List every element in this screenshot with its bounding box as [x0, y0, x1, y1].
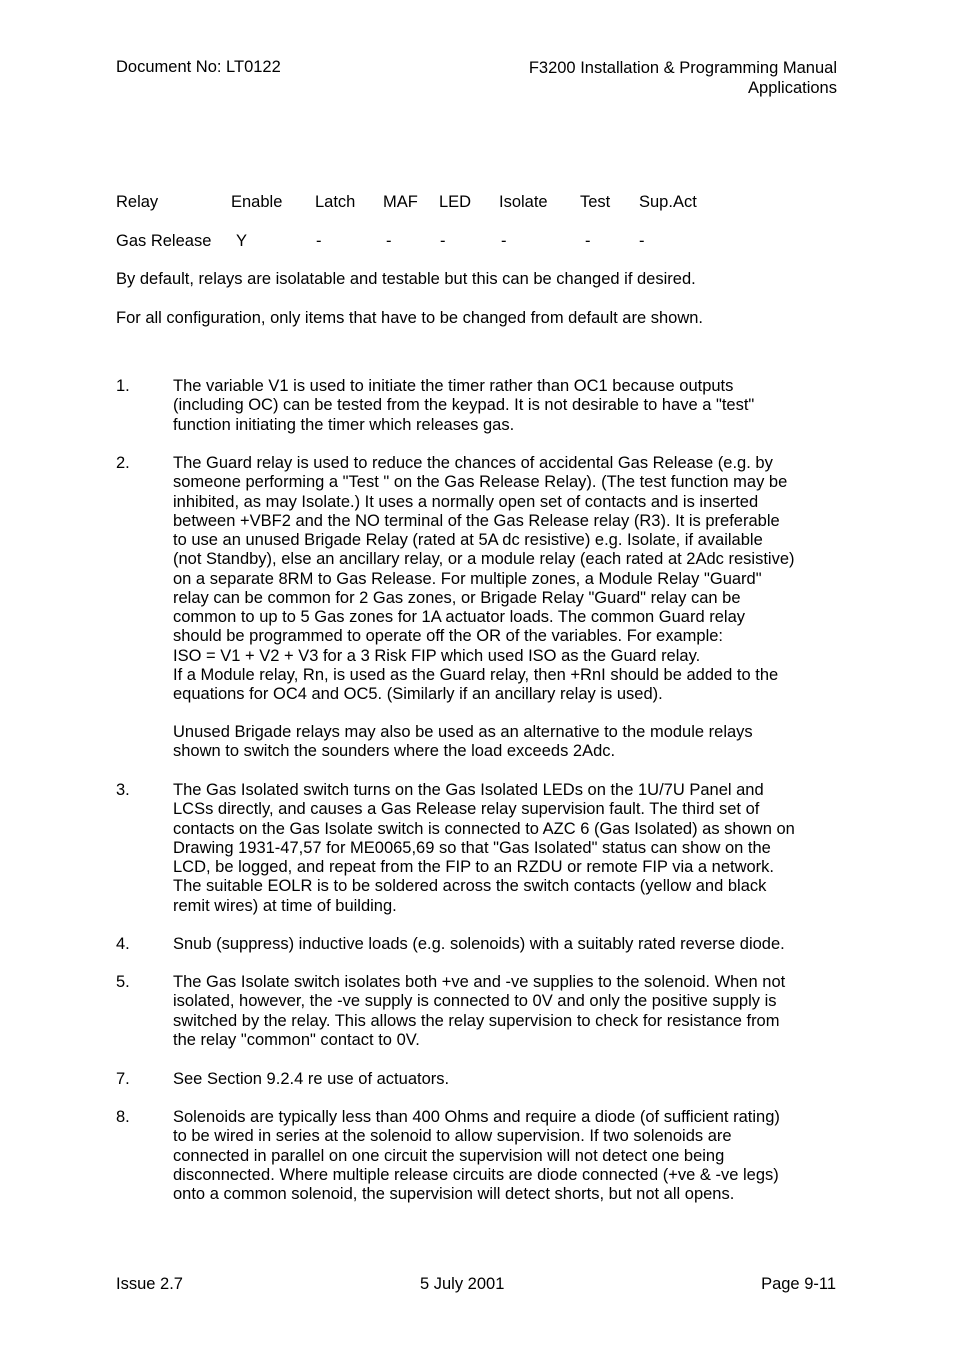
note-line: remit wires) at time of building.	[173, 896, 397, 915]
col-isolate: Isolate	[499, 193, 548, 211]
col-relay: Relay	[116, 193, 159, 211]
note-line: function initiating the timer which releases gas.	[173, 415, 515, 434]
note-line: disconnected. Where multiple release circuits are diode connected (+ve & -ve legs)	[173, 1165, 779, 1184]
note-line: Unused Brigade relays may also be used as an alternative to the module relays	[173, 723, 753, 741]
cell-isolate: -	[501, 232, 507, 250]
note-line: ISO = V1 + V2 + V3 for a 3 Risk FIP which used ISO as the Guard relay.	[173, 646, 701, 665]
cell-enable: Y	[236, 232, 248, 250]
note-line: relay can be common for 2 Gas zones, or Brigade Relay "Guard" relay can be	[173, 588, 741, 607]
cell-test: -	[585, 232, 591, 250]
note-number: 7.	[116, 1070, 130, 1088]
col-maf: MAF	[383, 193, 418, 211]
note-number: 3.	[116, 781, 130, 799]
note-line: The suitable EOLR is to be soldered across the switch contacts (yellow and black	[173, 877, 767, 896]
note-line: shown to switch the sounders where the load exceeds 2Adc.	[173, 742, 616, 761]
note-line: Snub (suppress) inductive loads (e.g. solenoids) with a suitably rated reverse diode.	[173, 935, 785, 953]
note-line: connected in parallel on one circuit the supervision will not detect one being	[173, 1146, 725, 1165]
note-line: LCD, be logged, and repeat from the FIP to an RZDU or remote FIP via a network.	[173, 858, 775, 876]
note-line: The Gas Isolated switch turns on the Gas Isolated LEDs on the 1U/7U Panel and	[173, 781, 764, 799]
note-line: (including OC) can be tested from the keypad. It is not desirable to have a "test"	[173, 396, 755, 415]
note-text	[173, 781, 795, 916]
note-line: The Guard relay is used to reduce the chances of accidental Gas Release (e.g. by	[173, 454, 773, 472]
note-line: to use an unused Brigade Relay (rated at 5A dc resistive) e.g. Isolate, if available	[173, 531, 763, 549]
manual-title: F3200 Installation & Programming Manual	[528, 59, 837, 77]
intro-paragraph: By default, relays are isolatable and testable but this can be changed if desired.	[116, 270, 696, 288]
col-supact: Sup.Act	[639, 193, 697, 211]
note-number: 2.	[116, 454, 130, 472]
note-text	[173, 377, 754, 435]
note-line: See Section 9.2.4 re use of actuators.	[173, 1070, 450, 1088]
note-text	[173, 454, 795, 704]
note-number: 8.	[116, 1108, 130, 1126]
col-enable: Enable	[231, 193, 283, 211]
note-text	[173, 1108, 780, 1204]
cell-led: -	[440, 232, 446, 250]
note-line: contacts on the Gas Isolate switch is connected to AZC 6 (Gas Isolated) as shown on	[173, 819, 795, 838]
note-line: LCSs directly, and causes a Gas Release relay supervision fault. The third set of	[173, 800, 760, 819]
cell-supact: -	[639, 232, 645, 250]
note-line: Drawing 1931-47,57 for ME0065,69 so that "Gas Isolated" status can show on the	[173, 838, 771, 857]
note-number: 5.	[116, 973, 130, 991]
document-header-right	[529, 58, 837, 98]
note-text	[173, 973, 785, 1050]
note-line: isolated, however, the -ve supply is connected to 0V and only the positive supply is	[173, 992, 777, 1011]
note-number: 4.	[116, 935, 130, 953]
note-line: someone performing a "Test " on the Gas Release Relay). (The test function may be	[173, 473, 788, 492]
note-line: The Gas Isolate switch isolates both +ve and -ve supplies to the solenoid. When not	[173, 973, 786, 991]
cell-maf: -	[386, 232, 392, 250]
note-line: equations for OC4 and OC5. (Similarly if an ancillary relay is used).	[173, 685, 663, 703]
col-led: LED	[439, 193, 472, 211]
col-test: Test	[580, 193, 611, 211]
intro-paragraph: For all configuration, only items that have to be changed from default are shown.	[116, 309, 703, 327]
note-text	[173, 723, 753, 762]
note-line: inhibited, as may Isolate.) It uses a normally open set of contacts and is inserted	[173, 492, 759, 511]
note-line: Solenoids are typically less than 400 Ohms and require a diode (of sufficient rating)	[173, 1108, 780, 1126]
footer-issue: Issue 2.7	[116, 1275, 183, 1293]
note-line: The variable V1 is used to initiate the timer rather than OC1 because outputs	[173, 377, 734, 395]
note-text	[173, 1070, 449, 1089]
note-line: (not Standby), else an ancillary relay, or a module relay (each rated at 2Adc resistive)	[173, 550, 795, 569]
col-latch: Latch	[315, 193, 356, 211]
note-number: 1.	[116, 377, 130, 395]
note-line: switched by the relay. This allows the relay supervision to check for resistance from	[173, 1011, 780, 1030]
note-line: should be programmed to operate off the OR of the variables. For example:	[173, 627, 723, 646]
note-line: If a Module relay, Rn, is used as the Guard relay, then +RnI should be added to the	[173, 665, 779, 684]
note-line: the relay "common" contact to 0V.	[173, 1030, 420, 1049]
note-line: to be wired in series at the solenoid to allow supervision. If two solenoids are	[173, 1127, 732, 1146]
footer-date: 5 July 2001	[420, 1275, 505, 1293]
document-number: Document No: LT0122	[116, 58, 281, 76]
note-line: on a separate 8RM to Gas Release. For multiple zones, a Module Relay "Guard"	[173, 569, 762, 588]
cell-relay: Gas Release	[116, 232, 212, 250]
section-name: Applications	[748, 79, 837, 97]
note-line: onto a common solenoid, the supervision will detect shorts, but not all opens.	[173, 1185, 735, 1203]
note-line: between +VBF2 and the NO terminal of the Gas Release relay (R3). It is preferable	[173, 511, 780, 530]
cell-latch: -	[316, 232, 322, 250]
note-text	[173, 935, 785, 954]
footer-page-number: Page 9-11	[761, 1275, 836, 1293]
note-line: common to up to 5 Gas zones for 1A actuator loads. The common Guard relay	[173, 608, 745, 626]
